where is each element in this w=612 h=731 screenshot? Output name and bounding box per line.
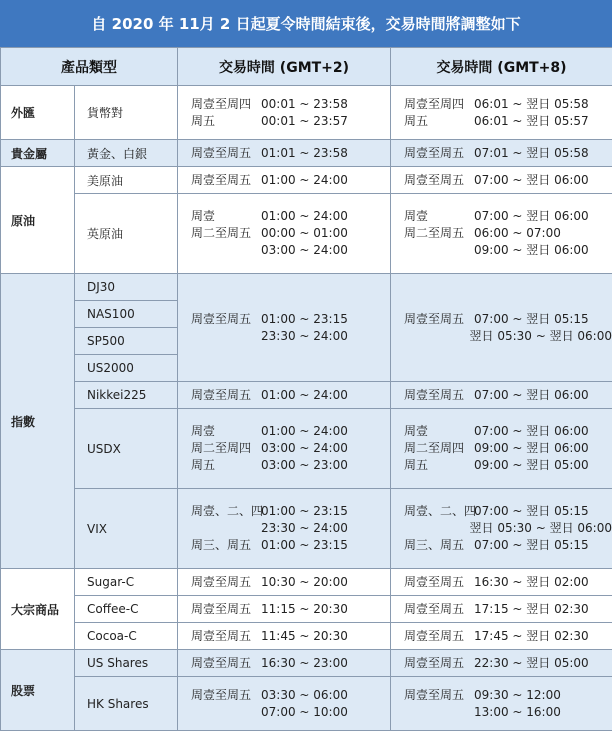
schedule-hours: 07:00 ~ 翌日 06:00 — [474, 424, 589, 438]
schedule-hours: 01:00 ~ 24:00 — [261, 209, 348, 223]
schedule-hours: 17:45 ~ 翌日 02:30 — [474, 628, 589, 643]
schedule-line — [404, 113, 612, 130]
time-gmt2-cell — [178, 167, 391, 194]
schedule-days: 周三、周五 — [404, 538, 465, 552]
category-cell: 指數 — [1, 274, 75, 569]
schedule-line — [404, 225, 612, 242]
time-gmt2-cell — [178, 382, 391, 409]
schedule-hours: 01:00 ~ 24:00 — [261, 424, 348, 438]
table-row — [1, 489, 612, 569]
product-cell: HK Shares — [75, 677, 178, 731]
time-gmt8-cell — [391, 167, 612, 194]
time-gmt8-cell — [391, 140, 612, 167]
category-cell: 外匯 — [1, 86, 75, 140]
schedule-days: 周壹至周五 — [404, 311, 465, 326]
schedule-line — [404, 145, 612, 162]
product-cell: 英原油 — [75, 194, 178, 274]
schedule-days: 周壹至周五 — [191, 311, 252, 326]
schedule-line — [191, 574, 390, 591]
schedule-hours: 01:00 ~ 23:15 — [261, 311, 348, 326]
table-row — [1, 623, 612, 650]
schedule-days: 周壹、二、四 — [404, 504, 477, 518]
schedule-line — [191, 96, 390, 113]
schedule-days: 周壹至周五 — [191, 601, 252, 616]
schedule-days: 周壹 — [191, 209, 216, 223]
schedule-days: 周壹至周五 — [191, 574, 252, 589]
schedule-days — [191, 328, 261, 345]
schedule-days: 周五 — [404, 113, 429, 128]
time-gmt8-cell — [391, 382, 612, 409]
schedule-line — [191, 328, 390, 345]
schedule-days: 周壹至周五 — [404, 172, 465, 187]
table-row — [1, 86, 612, 140]
schedule-days: 周二至周四 — [404, 441, 465, 455]
schedule-line — [404, 242, 612, 259]
header-gmt8: 交易時間 (GMT+8) — [391, 48, 612, 86]
time-gmt2-cell — [178, 677, 391, 731]
schedule-hours: 13:00 ~ 16:00 — [474, 704, 561, 719]
schedule-days: 周壹、二、四 — [191, 504, 264, 518]
schedule-line — [191, 457, 390, 474]
schedule-hours: 01:01 ~ 23:58 — [261, 145, 348, 160]
table-row — [1, 650, 612, 677]
schedule-line — [191, 242, 390, 259]
schedule-line — [404, 655, 612, 672]
schedule-hours: 09:30 ~ 12:00 — [474, 687, 561, 702]
schedule-line — [191, 687, 390, 704]
schedule-line — [191, 423, 390, 440]
schedule-days — [191, 520, 261, 537]
schedule-hours: 16:30 ~ 翌日 02:00 — [474, 574, 589, 589]
product-cell: 黃金、白銀 — [75, 140, 178, 167]
table-row — [1, 409, 612, 489]
schedule-line — [404, 704, 612, 721]
schedule-hours: 00:01 ~ 23:58 — [261, 96, 348, 111]
table-row — [1, 596, 612, 623]
schedule-hours: 11:45 ~ 20:30 — [261, 628, 348, 643]
schedule-days: 周五 — [404, 458, 429, 472]
schedule-line — [191, 655, 390, 672]
product-cell: Coffee-C — [75, 596, 178, 623]
product-cell: Nikkei225 — [75, 382, 178, 409]
time-gmt8-cell — [391, 86, 612, 140]
schedule-hours: 00:00 ~ 01:00 — [261, 226, 348, 240]
schedule-hours: 06:01 ~ 翌日 05:57 — [474, 113, 589, 128]
schedule-days — [404, 328, 470, 345]
product-cell: NAS100 — [75, 301, 178, 328]
schedule-hours: 07:01 ~ 翌日 05:58 — [474, 145, 589, 160]
schedule-hours: 00:01 ~ 23:57 — [261, 113, 348, 128]
schedule-hours: 17:15 ~ 翌日 02:30 — [474, 601, 589, 616]
product-cell: USDX — [75, 409, 178, 489]
schedule-hours: 翌日 05:30 ~ 翌日 06:00 — [469, 328, 612, 343]
schedule-line — [404, 328, 612, 345]
trading-hours-table — [0, 47, 612, 731]
schedule-days: 周壹至周五 — [191, 655, 252, 670]
product-cell: SP500 — [75, 328, 178, 355]
schedule-hours: 16:30 ~ 23:00 — [261, 655, 348, 670]
time-gmt2-cell — [178, 274, 391, 382]
schedule-hours: 06:00 ~ 07:00 — [474, 226, 561, 240]
schedule-days: 周二至周四 — [191, 441, 252, 455]
schedule-line — [404, 520, 612, 537]
schedule-line — [191, 225, 390, 242]
schedule-hours: 01:00 ~ 23:15 — [261, 504, 348, 518]
schedule-line — [191, 208, 390, 225]
schedule-days: 周壹至周五 — [191, 387, 252, 402]
schedule-hours: 07:00 ~ 翌日 06:00 — [474, 387, 589, 402]
schedule-days: 周三、周五 — [191, 538, 252, 552]
schedule-hours: 07:00 ~ 翌日 05:15 — [474, 538, 589, 552]
schedule-line — [404, 503, 612, 520]
schedule-days: 周五 — [191, 458, 216, 472]
time-gmt8-cell — [391, 409, 612, 489]
table-title: 自 2020 年 11月 2 日起夏令時間結束後，交易時間將調整如下 — [0, 0, 612, 47]
category-cell: 大宗商品 — [1, 569, 75, 650]
schedule-line — [191, 503, 390, 520]
schedule-hours: 01:00 ~ 24:00 — [261, 172, 348, 187]
schedule-days: 周壹 — [191, 424, 216, 438]
time-gmt2-cell — [178, 194, 391, 274]
schedule-days — [191, 704, 261, 721]
schedule-line — [191, 704, 390, 721]
schedule-hours: 23:30 ~ 24:00 — [261, 521, 348, 535]
table-row — [1, 140, 612, 167]
category-cell: 貴金屬 — [1, 140, 75, 167]
table-row — [1, 167, 612, 194]
schedule-line — [404, 687, 612, 704]
header-row — [1, 48, 612, 86]
schedule-days: 周壹至周五 — [191, 687, 252, 702]
product-cell: Sugar-C — [75, 569, 178, 596]
header-product-type: 產品類型 — [1, 48, 178, 86]
schedule-days — [191, 242, 261, 259]
schedule-days: 周壹 — [404, 424, 429, 438]
schedule-days: 周壹至周五 — [404, 145, 465, 160]
product-cell: US Shares — [75, 650, 178, 677]
table-row — [1, 569, 612, 596]
schedule-line — [404, 387, 612, 404]
schedule-line — [191, 145, 390, 162]
time-gmt8-cell — [391, 194, 612, 274]
time-gmt8-cell — [391, 569, 612, 596]
schedule-days: 周壹至周五 — [404, 628, 465, 643]
schedule-line — [191, 628, 390, 645]
schedule-hours: 07:00 ~ 翌日 05:15 — [474, 311, 589, 326]
time-gmt2-cell — [178, 569, 391, 596]
schedule-days: 周壹至周五 — [404, 601, 465, 616]
time-gmt2-cell — [178, 489, 391, 569]
header-gmt2: 交易時間 (GMT+2) — [178, 48, 391, 86]
schedule-line — [191, 387, 390, 404]
schedule-days — [404, 704, 474, 721]
schedule-line — [191, 440, 390, 457]
schedule-hours: 07:00 ~ 10:00 — [261, 704, 348, 719]
schedule-line — [191, 537, 390, 554]
product-cell: DJ30 — [75, 274, 178, 301]
time-gmt8-cell — [391, 596, 612, 623]
schedule-days: 周壹至周五 — [404, 387, 465, 402]
schedule-days: 周五 — [191, 113, 216, 128]
schedule-hours: 09:00 ~ 翌日 06:00 — [474, 441, 589, 455]
schedule-line — [191, 520, 390, 537]
schedule-line — [404, 208, 612, 225]
schedule-days: 周壹至周五 — [404, 655, 465, 670]
schedule-line — [404, 423, 612, 440]
product-cell: Cocoa-C — [75, 623, 178, 650]
time-gmt2-cell — [178, 623, 391, 650]
schedule-days — [404, 520, 470, 537]
schedule-days: 周壹至周五 — [404, 687, 465, 702]
schedule-line — [191, 172, 390, 189]
time-gmt2-cell — [178, 650, 391, 677]
schedule-hours: 09:00 ~ 翌日 06:00 — [474, 243, 589, 257]
schedule-hours: 06:01 ~ 翌日 05:58 — [474, 96, 589, 111]
table-row — [1, 677, 612, 731]
schedule-days: 周壹至周四 — [404, 96, 465, 111]
schedule-line — [404, 628, 612, 645]
schedule-hours: 翌日 05:30 ~ 翌日 06:00 — [469, 521, 612, 535]
schedule-line — [404, 457, 612, 474]
schedule-line — [191, 601, 390, 618]
schedule-hours: 01:00 ~ 23:15 — [261, 538, 348, 552]
schedule-days: 周壹至周五 — [191, 172, 252, 187]
schedule-hours: 03:00 ~ 24:00 — [261, 441, 348, 455]
schedule-days — [404, 242, 474, 259]
product-cell: US2000 — [75, 355, 178, 382]
time-gmt8-cell — [391, 650, 612, 677]
product-cell: 美原油 — [75, 167, 178, 194]
time-gmt8-cell — [391, 623, 612, 650]
time-gmt8-cell — [391, 489, 612, 569]
schedule-hours: 23:30 ~ 24:00 — [261, 328, 348, 343]
schedule-days: 周壹至周五 — [191, 145, 252, 160]
schedule-days: 周壹至周五 — [191, 628, 252, 643]
schedule-hours: 11:15 ~ 20:30 — [261, 601, 348, 616]
schedule-hours: 03:00 ~ 23:00 — [261, 458, 348, 472]
schedule-line — [404, 172, 612, 189]
schedule-hours: 03:30 ~ 06:00 — [261, 687, 348, 702]
schedule-hours: 01:00 ~ 24:00 — [261, 387, 348, 402]
schedule-hours: 03:00 ~ 24:00 — [261, 243, 348, 257]
schedule-hours: 07:00 ~ 翌日 06:00 — [474, 172, 589, 187]
product-cell: VIX — [75, 489, 178, 569]
schedule-hours: 07:00 ~ 翌日 06:00 — [474, 209, 589, 223]
schedule-line — [404, 574, 612, 591]
time-gmt8-cell — [391, 274, 612, 382]
table-row — [1, 382, 612, 409]
schedule-line — [191, 311, 390, 328]
schedule-line — [404, 601, 612, 618]
schedule-line — [404, 537, 612, 554]
time-gmt8-cell — [391, 677, 612, 731]
schedule-hours: 09:00 ~ 翌日 05:00 — [474, 458, 589, 472]
product-cell: 貨幣對 — [75, 86, 178, 140]
category-cell: 股票 — [1, 650, 75, 731]
schedule-days: 周壹 — [404, 209, 429, 223]
time-gmt2-cell — [178, 596, 391, 623]
category-cell: 原油 — [1, 167, 75, 274]
schedule-hours: 22:30 ~ 翌日 05:00 — [474, 655, 589, 670]
schedule-days: 周壹至周四 — [191, 96, 252, 111]
time-gmt2-cell — [178, 409, 391, 489]
schedule-line — [404, 96, 612, 113]
schedule-line — [404, 311, 612, 328]
schedule-hours: 07:00 ~ 翌日 05:15 — [474, 504, 589, 518]
schedule-hours: 10:30 ~ 20:00 — [261, 574, 348, 589]
table-row — [1, 274, 612, 301]
schedule-line — [191, 113, 390, 130]
table-row — [1, 194, 612, 274]
time-gmt2-cell — [178, 86, 391, 140]
schedule-days: 周二至周五 — [404, 226, 465, 240]
schedule-days: 周壹至周五 — [404, 574, 465, 589]
schedule-days: 周二至周五 — [191, 226, 252, 240]
time-gmt2-cell — [178, 140, 391, 167]
schedule-line — [404, 440, 612, 457]
